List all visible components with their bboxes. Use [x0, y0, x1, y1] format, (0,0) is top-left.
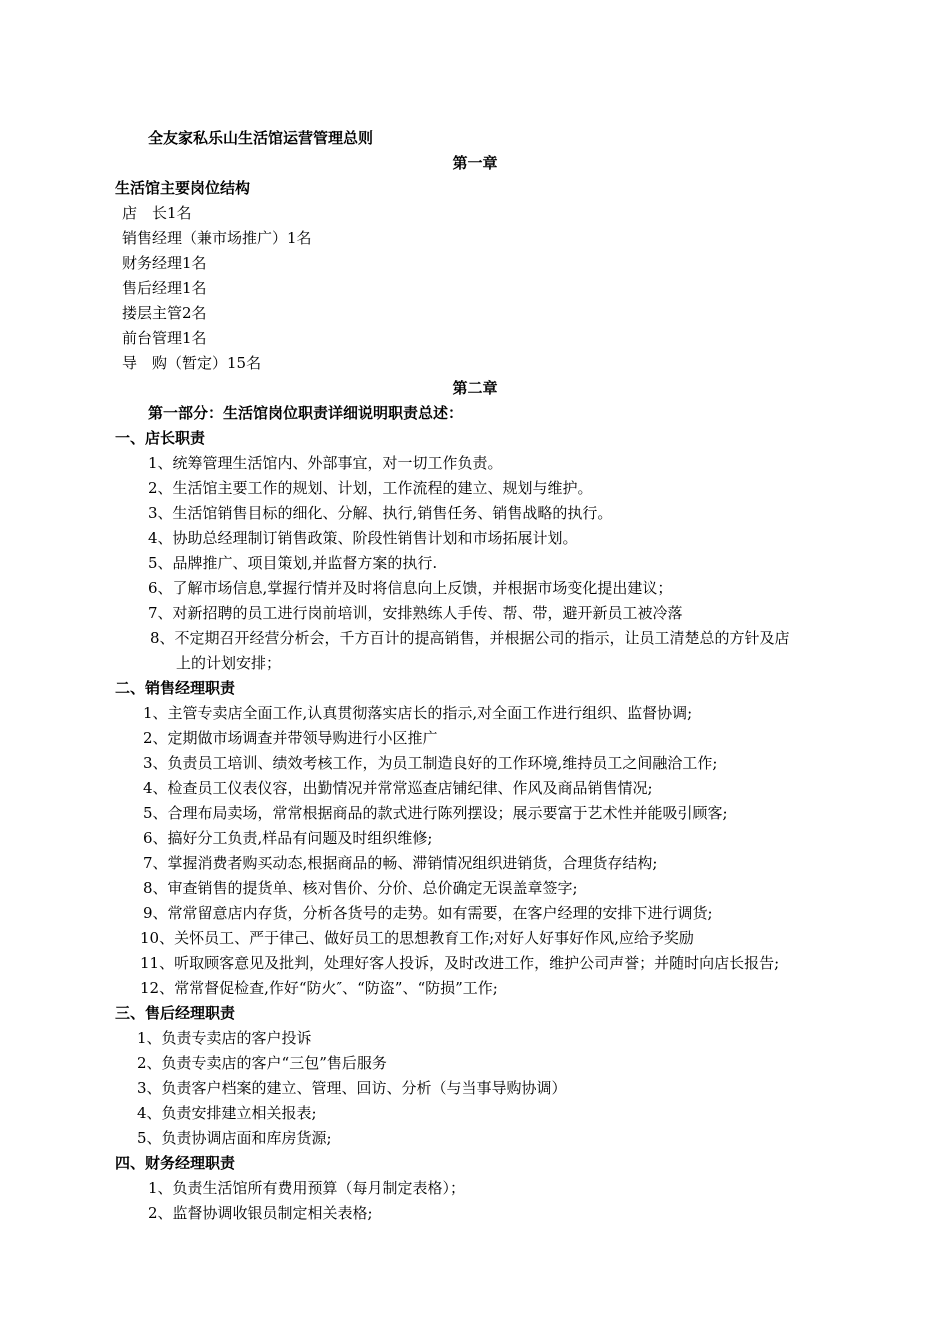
duty-item: 1、主管专卖店全面工作,认真贯彻落实店长的指示,对全面工作进行组织、监督协调;	[143, 704, 693, 722]
position-item: 导 购（暂定）15名	[122, 354, 262, 372]
finance-manager-heading: 四、财务经理职责	[115, 1154, 236, 1172]
duty-item: 2、负责专卖店的客户“三包”售后服务	[137, 1054, 387, 1072]
duty-item: 7、掌握消费者购买动态,根据商品的畅、滞销情况组织进销货，合理货存结构;	[143, 854, 658, 872]
duty-item: 2、定期做市场调查并带领导购进行小区推广	[143, 729, 438, 747]
duty-item: 2、生活馆主要工作的规划、计划，工作流程的建立、规划与维护。	[148, 479, 593, 497]
duty-item: 1、负责生活馆所有费用预算（每月制定表格）；	[148, 1179, 466, 1197]
duty-item: 6、了解市场信息,掌握行情并及时将信息向上反馈，并根据市场变化提出建议；	[148, 579, 673, 597]
duty-item: 1、负责专卖店的客户投诉	[137, 1029, 312, 1047]
position-item: 搂层主管2名	[122, 304, 207, 322]
duty-item: 4、协助总经理制订销售政策、阶段性销售计划和市场拓展计划。	[148, 529, 578, 547]
position-item: 财务经理1名	[122, 254, 207, 272]
section-structure-heading: 生活馆主要岗位结构	[115, 179, 251, 197]
duty-item: 5、负责协调店面和库房货源;	[137, 1129, 332, 1147]
document-title: 全友家私乐山生活馆运营管理总则	[148, 129, 374, 147]
part-1-heading: 第一部分：生活馆岗位职责详细说明职责总述：	[148, 404, 464, 422]
position-item: 售后经理1名	[122, 279, 207, 297]
duty-item: 7、对新招聘的员工进行岗前培训，安排熟练人手传、帮、带，避开新员工被冷落	[148, 604, 683, 622]
duty-item: 12、常常督促检查,作好“防火″、“防盗”、“防损”工作;	[140, 979, 498, 997]
position-item: 店 长1名	[122, 204, 192, 222]
duty-item: 8、不定期召开经营分析会，千方百计的提高销售，并根据公司的指示，让员工清楚总的方针及店	[150, 629, 790, 647]
position-item: 销售经理（兼市场推广）1名	[122, 229, 312, 247]
chapter-1-heading: 第一章	[452, 154, 498, 172]
position-item: 前台管理1名	[122, 329, 207, 347]
duty-item: 3、负责客户档案的建立、管理、回访、分析（与当事导购协调）	[137, 1079, 567, 1097]
duty-item: 4、检查员工仪表仪容，出勤情况并常常巡查店铺纪律、作风及商品销售情况;	[143, 779, 653, 797]
duty-item: 5、品牌推广、项目策划,并监督方案的执行.	[148, 554, 438, 572]
duty-item: 11、听取顾客意见及批判，处理好客人投诉，及时改进工作，维护公司声誉；并随时向店长报告;	[140, 954, 780, 972]
duty-item: 6、搞好分工负责,样品有问题及时组织维修;	[143, 829, 433, 847]
after-sales-manager-heading: 三、售后经理职责	[115, 1004, 236, 1022]
duty-item: 9、常常留意店内存货，分析各货号的走势。如有需要，在客户经理的安排下进行调货;	[143, 904, 713, 922]
duty-item: 10、关怀员工、严于律己、做好员工的思想教育工作;对好人好事好作风,应给予奖励	[140, 929, 694, 947]
duty-item: 3、生活馆销售目标的细化、分解、执行,销售任务、销售战略的执行。	[148, 504, 613, 522]
duty-item: 5、合理布局卖场，常常根据商品的款式进行陈列摆设；展示要富于艺术性并能吸引顾客;	[143, 804, 728, 822]
duty-item: 3、负责员工培训、绩效考核工作，为员工制造良好的工作环境,维持员工之间融洽工作;	[143, 754, 718, 772]
duty-item: 4、负责安排建立相关报表;	[137, 1104, 317, 1122]
duty-item: 8、审查销售的提货单、核对售价、分价、总价确定无误盖章签字;	[143, 879, 578, 897]
store-manager-heading: 一、店长职责	[115, 429, 206, 447]
duty-item-continuation: 上的计划安排；	[176, 654, 282, 672]
duty-item: 2、监督协调收银员制定相关表格;	[148, 1204, 373, 1222]
duty-item: 1、统筹管理生活馆内、外部事宜，对一切工作负责。	[148, 454, 503, 472]
sales-manager-heading: 二、销售经理职责	[115, 679, 236, 697]
chapter-2-heading: 第二章	[452, 379, 498, 397]
